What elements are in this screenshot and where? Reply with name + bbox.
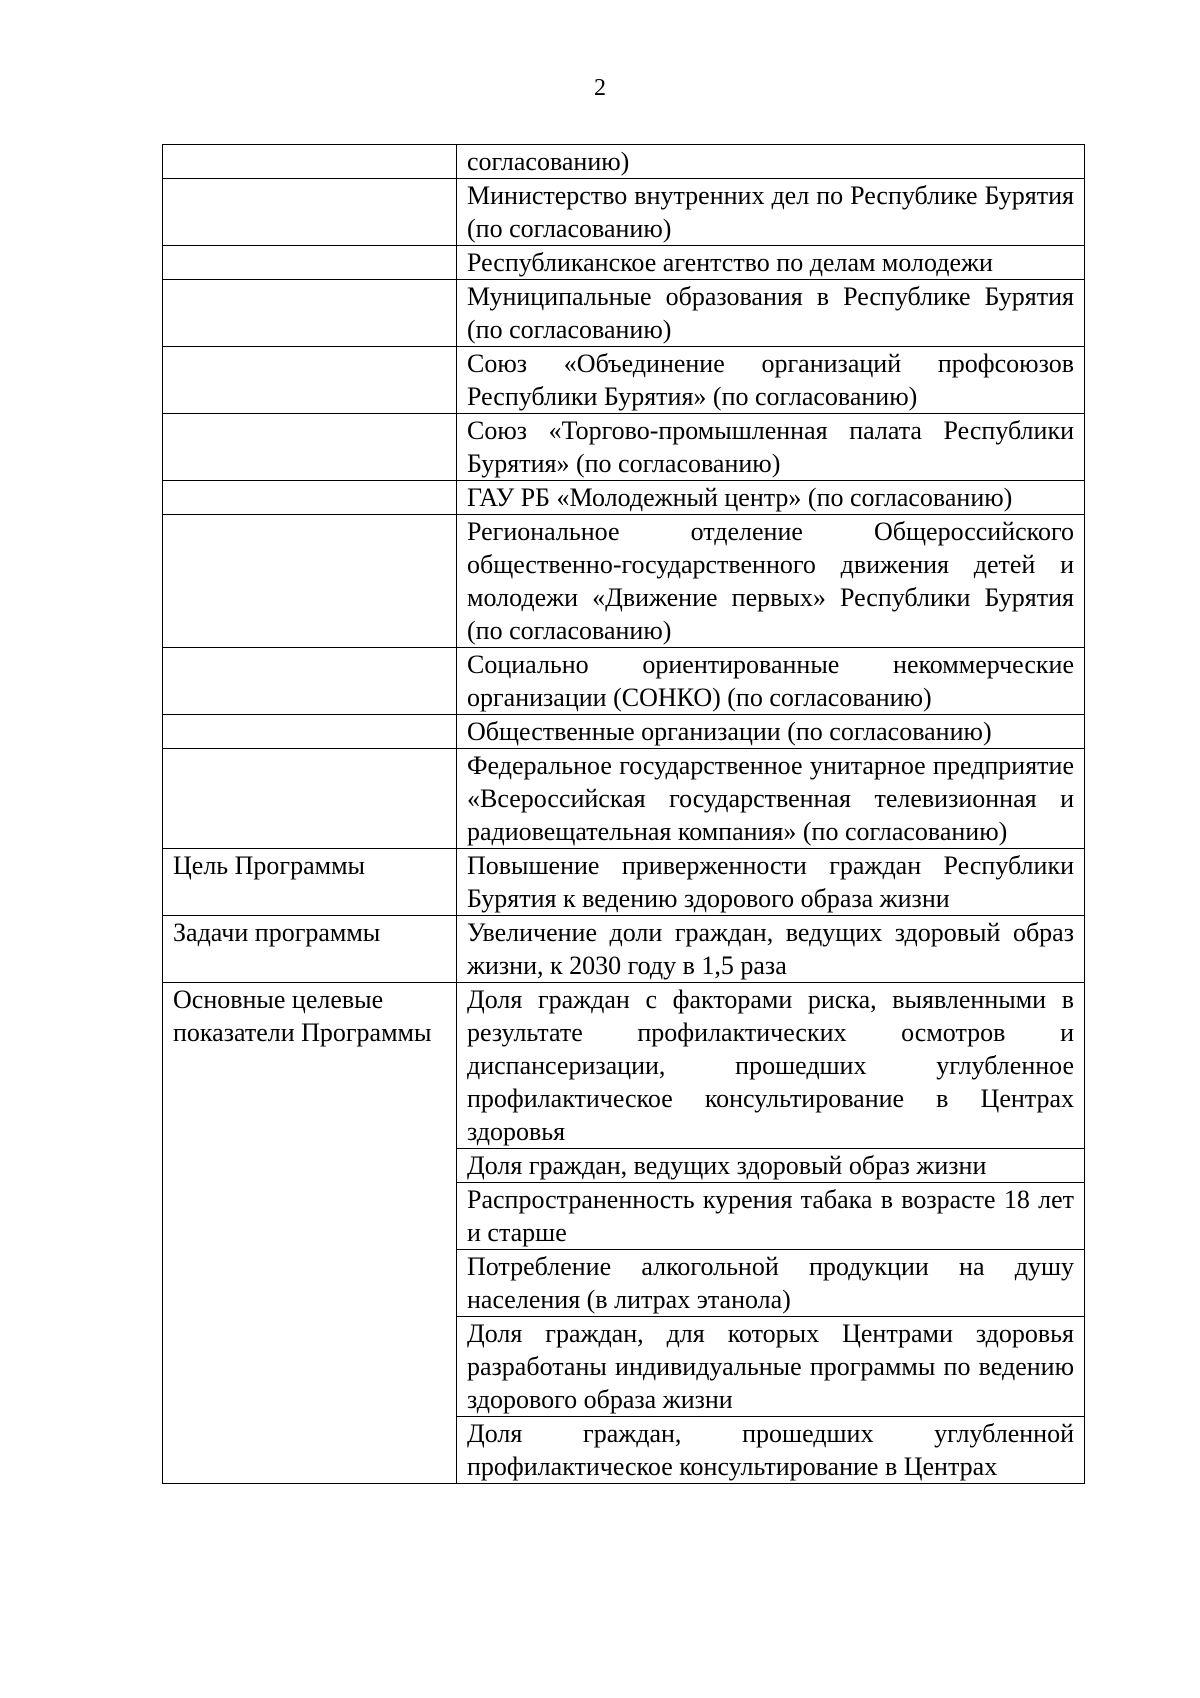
row-label bbox=[163, 246, 457, 280]
row-label bbox=[163, 179, 457, 246]
row-value: Министерство внутренних дел по Республике Бурятия (по согласованию) bbox=[457, 179, 1085, 246]
table-row bbox=[163, 280, 1085, 347]
table-row bbox=[163, 414, 1085, 481]
row-value: Общественные организации (по согласованию) bbox=[457, 715, 1085, 749]
table-row bbox=[163, 145, 1085, 179]
table-row bbox=[163, 849, 1085, 916]
row-value: Социально ориентированные некоммерческие организации (СОНКО) (по согласованию) bbox=[457, 648, 1085, 715]
table-row bbox=[163, 715, 1085, 749]
program-passport-table bbox=[162, 144, 1085, 1484]
row-value: Муниципальные образования в Республике Бурятия (по согласованию) bbox=[457, 280, 1085, 347]
row-value: ГАУ РБ «Молодежный центр» (по согласованию) bbox=[457, 481, 1085, 515]
indicator-item: Доля граждан, ведущих здоровый образ жизни bbox=[457, 1149, 1085, 1183]
row-value: Союз «Торгово-промышленная палата Республики Бурятия» (по согласованию) bbox=[457, 414, 1085, 481]
page-number: 2 bbox=[594, 75, 606, 101]
row-value: Федеральное государственное унитарное предприятие «Всероссийская государственная телевизионная и радиовещательная компания» (по согласованию) bbox=[457, 749, 1085, 849]
row-label bbox=[163, 515, 457, 648]
table-row bbox=[163, 246, 1085, 280]
indicator-item: Доля граждан, прошедших углубленной профилактическое консультирование в Центрах bbox=[457, 1417, 1085, 1484]
indicators-label: Основные целевые показатели Программы bbox=[163, 983, 457, 1484]
table-row bbox=[163, 481, 1085, 515]
indicator-item: Распространенность курения табака в возрасте 18 лет и старше bbox=[457, 1183, 1085, 1250]
row-label bbox=[163, 145, 457, 179]
row-value: Союз «Объединение организаций профсоюзов Республики Бурятия» (по согласованию) bbox=[457, 347, 1085, 414]
row-label: Задачи программы bbox=[163, 916, 457, 983]
row-label bbox=[163, 749, 457, 849]
indicator-item: Доля граждан с факторами риска, выявленными в результате профилактических осмотров и диспансеризации, прошедших углубленное профилактическое консультирование в Центрах здоровья bbox=[457, 983, 1085, 1149]
row-value: Повышение приверженности граждан Республики Бурятия к ведению здорового образа жизни bbox=[457, 849, 1085, 916]
row-label bbox=[163, 347, 457, 414]
table-row bbox=[163, 515, 1085, 648]
row-value: согласованию) bbox=[457, 145, 1085, 179]
table-row bbox=[163, 749, 1085, 849]
row-label bbox=[163, 648, 457, 715]
row-value: Республиканское агентство по делам молодежи bbox=[457, 246, 1085, 280]
table-row bbox=[163, 983, 1085, 1149]
row-label bbox=[163, 481, 457, 515]
table-row bbox=[163, 347, 1085, 414]
table-row bbox=[163, 648, 1085, 715]
row-value: Региональное отделение Общероссийского общественно-государственного движения детей и молодежи «Движение первых» Республики Бурятия (по согласованию) bbox=[457, 515, 1085, 648]
row-label bbox=[163, 280, 457, 347]
table-row bbox=[163, 916, 1085, 983]
row-label: Цель Программы bbox=[163, 849, 457, 916]
indicator-item: Доля граждан, для которых Центрами здоровья разработаны индивидуальные программы по ведению здорового образа жизни bbox=[457, 1317, 1085, 1417]
table-row bbox=[163, 179, 1085, 246]
row-value: Увеличение доли граждан, ведущих здоровый образ жизни, к 2030 году в 1,5 раза bbox=[457, 916, 1085, 983]
indicator-item: Потребление алкогольной продукции на душу населения (в литрах этанола) bbox=[457, 1250, 1085, 1317]
row-label bbox=[163, 715, 457, 749]
row-label bbox=[163, 414, 457, 481]
